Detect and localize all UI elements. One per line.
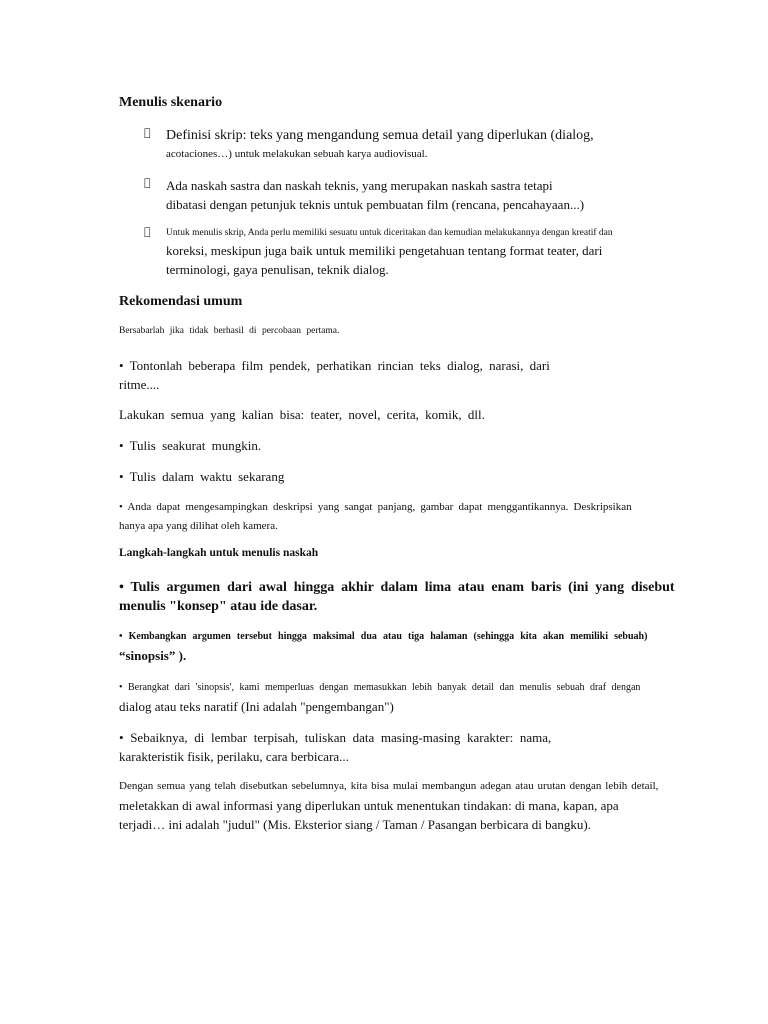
paragraph-line: • Kembangkan argumen tersebut hingga maksimal dua atau tiga halaman (sehingga kita akan memiliki sebuah)	[119, 631, 648, 642]
paragraph	[119, 356, 550, 394]
paragraph-line: meletakkan di awal informasi yang diperlukan untuk menentukan tindakan: di mana, kapan, apa	[119, 798, 619, 813]
bullet-icon	[144, 225, 151, 238]
paragraph	[119, 578, 675, 616]
paragraph: Lakukan semua yang kalian bisa: teater, novel, cerita, komik, dll.	[119, 407, 485, 422]
paragraph	[119, 679, 640, 716]
paragraph-line: • Sebaiknya, di lembar terpisah, tuliskan data masing-masing karakter: nama,	[119, 730, 552, 745]
list-item-line: Definisi skrip: teks yang mengandung semua detail yang diperlukan (dialog,	[166, 128, 594, 143]
paragraph: • Tulis dalam waktu sekarang	[119, 469, 285, 484]
paragraph-line: • Tulis argumen dari awal hingga akhir dalam lima atau enam baris (ini yang disebut	[119, 580, 675, 595]
paragraph	[119, 777, 658, 834]
list-item-line: dibatasi dengan petunjuk teknis untuk pembuatan film (rencana, pencahayaan...)	[166, 197, 585, 212]
list-item-line: acotaciones…) untuk melakukan sebuah karya audiovisual.	[166, 148, 428, 160]
list-item-line: terminologi, gaya penulisan, teknik dialog.	[166, 262, 389, 277]
paragraph-line: dialog atau teks naratif (Ini adalah "pengembangan")	[119, 699, 394, 714]
paragraph	[119, 728, 551, 766]
paragraph-line: karakteristik fisik, perilaku, cara berbicara...	[119, 749, 349, 764]
paragraph-line: • Anda dapat mengesampingkan deskripsi yang sangat panjang, gambar dapat menggantikannya. Deskripsikan	[119, 501, 632, 513]
paragraph-line: ritme....	[119, 377, 160, 392]
paragraph-line: hanya apa yang dilihat oleh kamera.	[119, 520, 278, 532]
paragraph-line: “sinopsis” ).	[119, 648, 187, 663]
section-heading-langkah-langkah: Langkah-langkah untuk menulis naskah	[119, 547, 319, 559]
section-heading-rekomendasi-umum: Rekomendasi umum	[119, 294, 243, 309]
paragraph: • Tulis seakurat mungkin.	[119, 438, 262, 453]
paragraph-line: Dengan semua yang telah disebutkan sebelumnya, kita bisa mulai membangun adegan atau urutan dengan lebih detail,	[119, 780, 659, 792]
paragraph-line: • Berangkat dari 'sinopsis', kami memperluas dengan memasukkan lebih banyak detail dan menulis sebuah draf dengan	[119, 682, 641, 693]
bullet-icon	[144, 176, 151, 189]
list-item-line: koreksi, meskipun juga baik untuk memiliki pengetahuan tentang format teater, dari	[166, 243, 603, 258]
paragraph-line: menulis "konsep" atau ide dasar.	[119, 599, 318, 614]
list-item-line: Untuk menulis skrip, Anda perlu memiliki sesuatu untuk diceritakan dan kemudian melakukannya dengan kreatif dan	[166, 228, 613, 238]
paragraph: Bersabarlah jika tidak berhasil di percobaan pertama.	[119, 326, 340, 336]
bullet-icon	[144, 126, 151, 139]
paragraph	[119, 498, 734, 536]
list-item-line: Ada naskah sastra dan naskah teknis, yang merupakan naskah sastra tetapi	[166, 178, 553, 193]
paragraph-line: • Tontonlah beberapa film pendek, perhatikan rincian teks dialog, narasi, dari	[119, 358, 550, 373]
section-heading-menulis-skenario: Menulis skenario	[119, 95, 223, 110]
paragraph-line: terjadi… ini adalah "judul" (Mis. Eksterior siang / Taman / Pasangan berbicara di bangku).	[119, 817, 591, 832]
paragraph	[119, 628, 647, 665]
